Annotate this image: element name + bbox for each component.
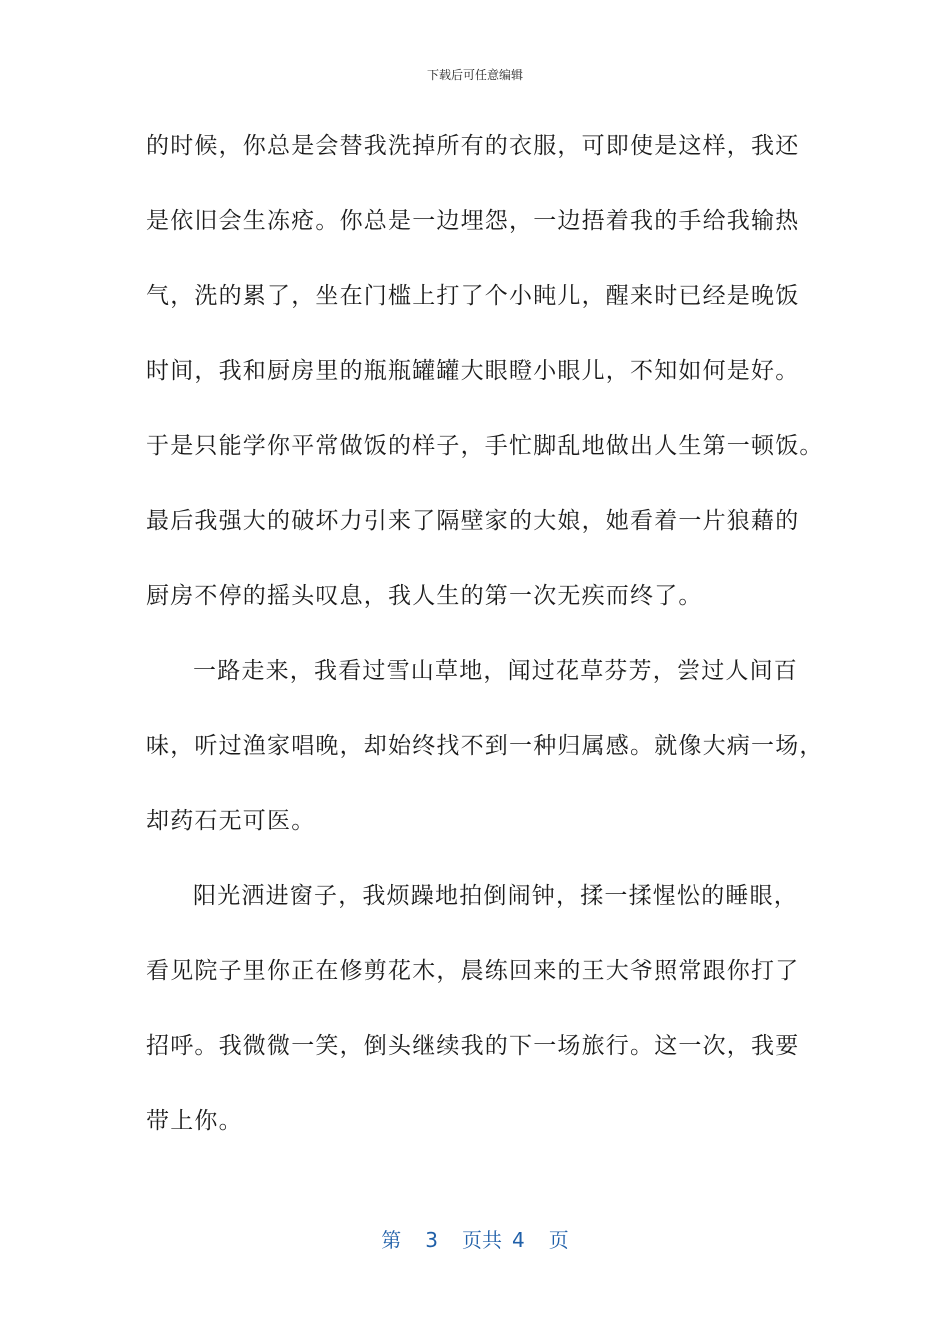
total-pages-number: 4 <box>512 1228 525 1252</box>
document-body <box>146 119 826 1169</box>
text-line: 味，听过渔家唱晚，却始终找不到一种归属感。就像大病一场， <box>146 733 824 759</box>
current-page-number: 3 <box>425 1228 438 1252</box>
text-line: 的时候，你总是会替我洗掉所有的衣服，可即使是这样，我还 <box>146 133 800 159</box>
text-line: 招呼。我微微一笑，倒头继续我的下一场旅行。这一次，我要 <box>146 1033 800 1059</box>
text-line: 是依旧会生冻疮。你总是一边埋怨，一边捂着我的手给我输热 <box>146 208 800 234</box>
footer-middle: 页共 <box>462 1228 502 1252</box>
footer-suffix: 页 <box>548 1228 569 1252</box>
text-line: 气，洗的累了，坐在门槛上打了个小盹儿，醒来时已经是晚饭 <box>146 283 800 309</box>
text-line: 厨房不停的摇头叹息，我人生的第一次无疾而终了。 <box>146 583 703 609</box>
text-line: 时间，我和厨房里的瓶瓶罐罐大眼瞪小眼儿，不知如何是好。 <box>146 358 800 384</box>
text-line: 却药石无可医。 <box>146 808 316 834</box>
text-line: 带上你。 <box>146 1108 243 1134</box>
paragraph-start-line: 阳光洒进窗子，我烦躁地拍倒闹钟，揉一揉惺忪的睡眼， <box>193 883 798 909</box>
page-footer <box>0 1224 950 1253</box>
header-note: 下载后可任意编辑 <box>426 68 523 82</box>
text-line: 最后我强大的破坏力引来了隔壁家的大娘，她看着一片狼藉的 <box>146 508 800 534</box>
text-line: 于是只能学你平常做饭的样子，手忙脚乱地做出人生第一顿饭。 <box>146 433 824 459</box>
paragraph-start-line: 一路走来，我看过雪山草地，闻过花草芬芳，尝过人间百 <box>193 658 798 684</box>
footer-prefix: 第 <box>381 1228 402 1252</box>
text-line: 看见院子里你正在修剪花木，晨练回来的王大爷照常跟你打了 <box>146 958 800 984</box>
